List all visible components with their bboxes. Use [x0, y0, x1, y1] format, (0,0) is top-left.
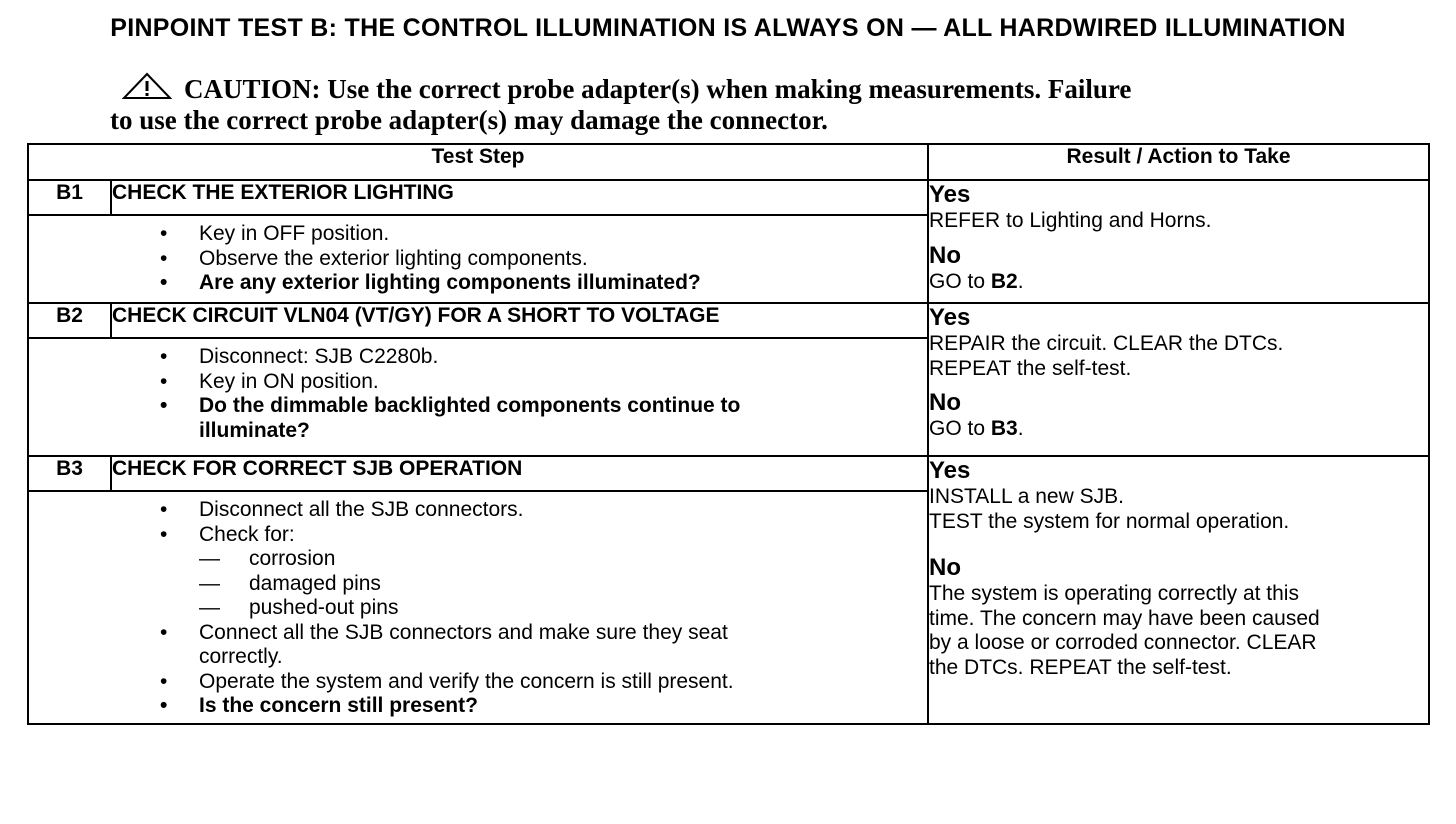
no-label: No: [929, 241, 961, 269]
step-result: [928, 456, 1429, 724]
step-reference: B3: [990, 417, 1018, 440]
step-id: B3: [28, 456, 111, 491]
no-action: by a loose or corroded connector. CLEAR: [929, 631, 1317, 654]
no-action: GO to B3.: [929, 417, 1024, 440]
warning-triangle-icon: [122, 72, 172, 100]
no-action: time. The concern may have been caused: [929, 606, 1320, 630]
header-test-step: Test Step: [28, 144, 928, 180]
caution-line-2: to use the correct probe adapter(s) may damage the connector.: [110, 105, 828, 135]
step-id: B1: [28, 180, 111, 215]
step-result: [928, 303, 1429, 456]
step-title: CHECK FOR CORRECT SJB OPERATION: [111, 456, 928, 491]
step-title-row: [28, 180, 1429, 215]
step-instructions: [111, 338, 928, 456]
list-item: • Check for:: [199, 523, 927, 548]
list-item: • Key in OFF position.: [199, 222, 927, 247]
no-action: The system is operating correctly at this: [929, 582, 1299, 605]
yes-action: REPAIR the circuit. CLEAR the DTCs.: [929, 332, 1284, 355]
step-title: CHECK THE EXTERIOR LIGHTING: [111, 180, 928, 215]
list-item-question-cont: illuminate?: [199, 418, 310, 442]
step-result: [928, 180, 1429, 303]
sub-list-item: — damaged pins: [199, 572, 927, 597]
page-title: PINPOINT TEST B: THE CONTROL ILLUMINATION IS ALWAYS ON — ALL HARDWIRED ILLUMINATION: [110, 14, 1346, 42]
list-item-cont: correctly.: [199, 645, 283, 668]
caution-line-1: CAUTION: Use the correct probe adapter(s) when making measurements. Failure: [184, 74, 1132, 104]
list-item: • Key in ON position.: [199, 370, 927, 395]
yes-action: INSTALL a new SJB.: [929, 485, 1124, 508]
yes-action: TEST the system for normal operation.: [929, 509, 1290, 533]
caution-note: [110, 72, 1330, 136]
yes-action: REPEAT the self-test.: [929, 356, 1132, 380]
list-item-question: • Is the concern still present?: [199, 694, 927, 719]
step-title-row: [28, 456, 1429, 491]
step-instructions: [111, 215, 928, 303]
no-label: No: [929, 389, 961, 416]
list-item-question: • Do the dimmable backlighted components continue to: [199, 394, 927, 419]
step-reference: B2: [990, 269, 1018, 293]
table-header-row: [28, 144, 1429, 180]
no-action: GO to B2.: [929, 269, 1024, 293]
sub-list-item: — corrosion: [199, 547, 927, 572]
list-item-question: • Are any exterior lighting components illuminated?: [199, 271, 927, 296]
pinpoint-test-table: [27, 143, 1430, 725]
step-instructions: [111, 491, 928, 724]
sub-list-item: — pushed-out pins: [199, 596, 927, 621]
yes-label: Yes: [929, 304, 971, 331]
list-item: • Connect all the SJB connectors and make sure they seat: [199, 621, 927, 646]
yes-action: REFER to Lighting and Horns.: [929, 209, 1212, 232]
list-item: • Disconnect: SJB C2280b.: [199, 345, 927, 370]
step-title: CHECK CIRCUIT VLN04 (VT/GY) FOR A SHORT TO VOLTAGE: [111, 303, 928, 338]
list-item: • Disconnect all the SJB connectors.: [199, 498, 927, 523]
no-label: No: [929, 554, 961, 581]
list-item: • Observe the exterior lighting components.: [199, 247, 927, 272]
header-result-action: Result / Action to Take: [928, 144, 1429, 180]
step-title-row: [28, 303, 1429, 338]
list-item: • Operate the system and verify the concern is still present.: [199, 670, 927, 695]
step-id: B2: [28, 303, 111, 338]
yes-label: Yes: [929, 181, 971, 208]
yes-label: Yes: [929, 457, 971, 484]
no-action: the DTCs. REPEAT the self-test.: [929, 655, 1232, 679]
